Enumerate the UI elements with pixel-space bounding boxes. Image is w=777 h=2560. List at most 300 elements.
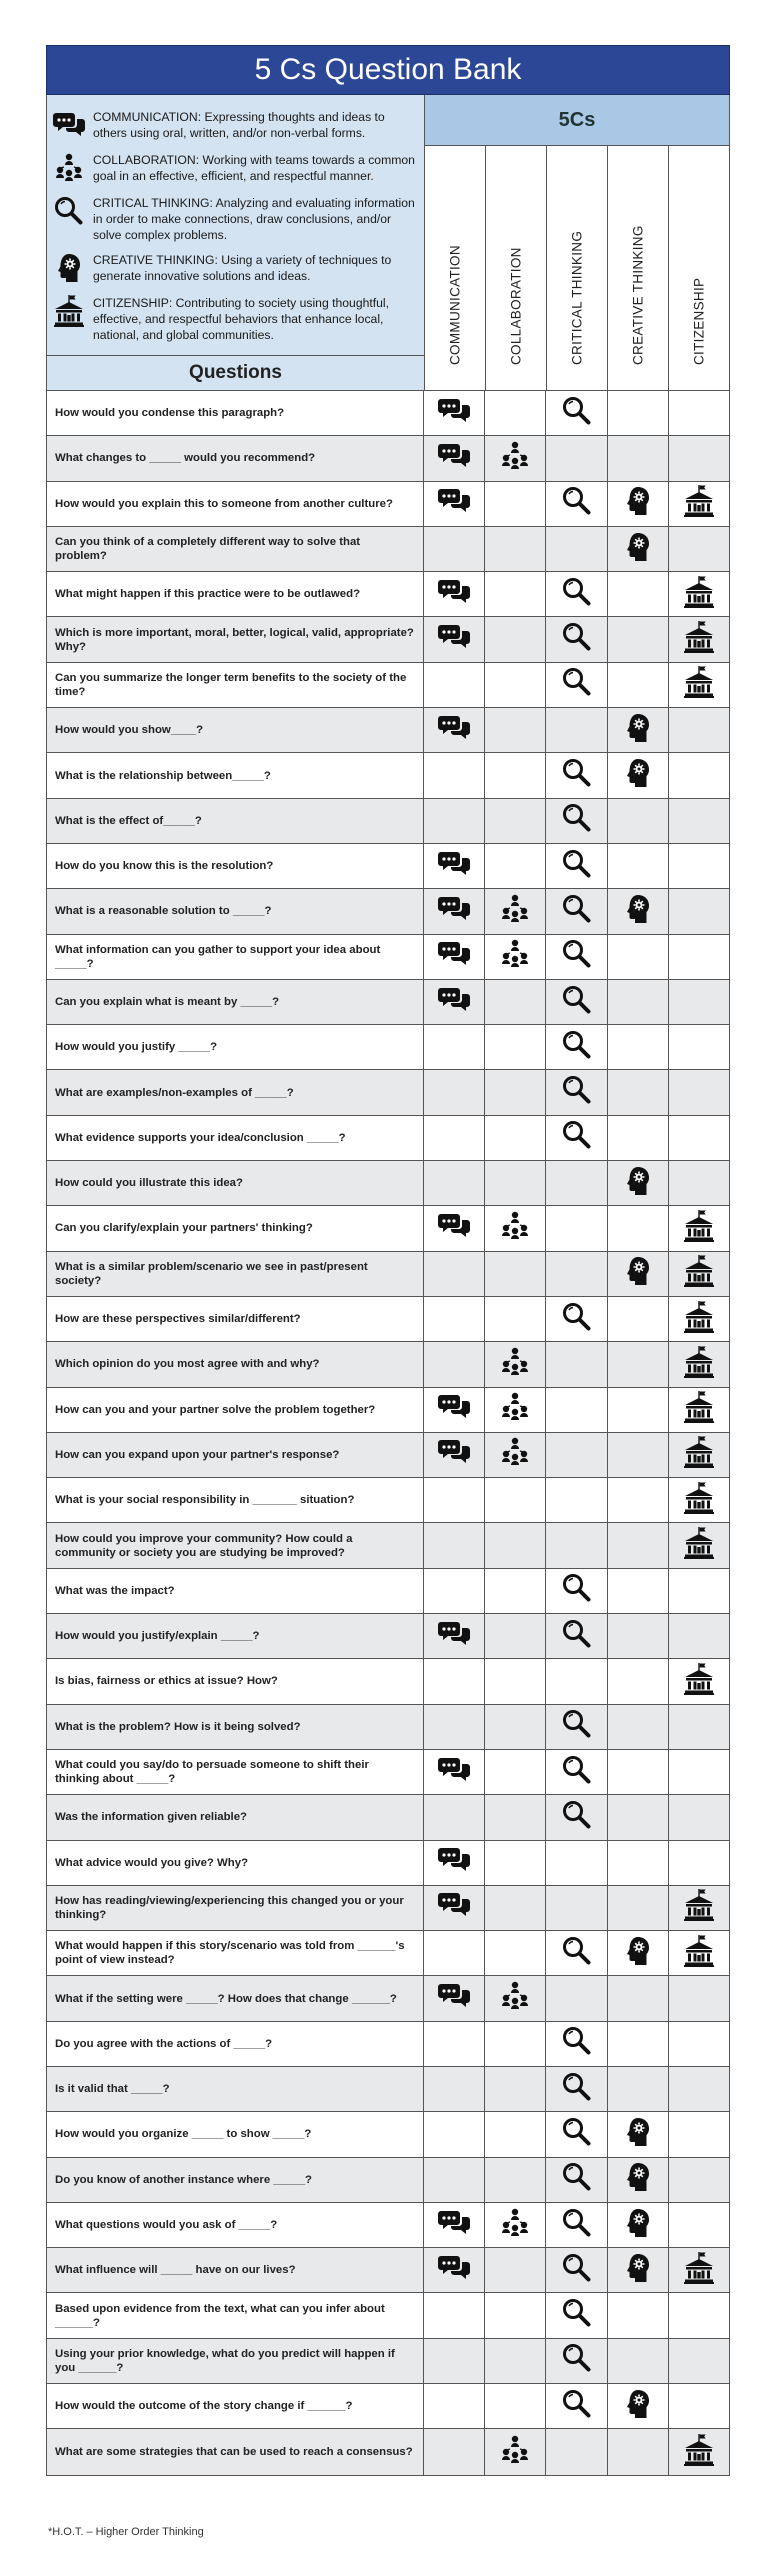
cell-communication — [424, 1025, 485, 1069]
cell-communication — [424, 1523, 485, 1567]
legend-text: COMMUNICATION: Expressing thoughts and ideas to others using oral, written, and/or non-verbal forms. — [93, 110, 385, 140]
cell-communication — [424, 980, 485, 1024]
cell-communication — [424, 482, 485, 526]
speech-bubbles-icon — [438, 576, 470, 613]
question-text: How would you explain this to someone from another culture? — [47, 482, 424, 526]
question-text: How can you and your partner solve the problem together? — [47, 1388, 424, 1432]
cell-citizenship — [669, 1433, 729, 1477]
legend-item — [53, 195, 416, 243]
table-row — [47, 889, 729, 934]
cell-critical-thinking — [546, 2248, 607, 2292]
cell-critical-thinking — [546, 980, 607, 1024]
cell-critical-thinking — [546, 617, 607, 661]
question-text: How could you improve your community? How could a community or society you are studying be improved? — [47, 1523, 424, 1567]
cell-creative-thinking — [608, 1523, 669, 1567]
head-gear-icon — [622, 757, 654, 794]
cell-collaboration — [485, 844, 546, 888]
cell-critical-thinking — [546, 2022, 607, 2066]
cell-creative-thinking — [608, 708, 669, 752]
cell-collaboration — [485, 1750, 546, 1794]
team-icon — [499, 2207, 531, 2244]
cell-collaboration — [485, 617, 546, 661]
cell-communication — [424, 1841, 485, 1885]
cell-communication — [424, 1614, 485, 1658]
cell-critical-thinking — [546, 708, 607, 752]
question-text: What questions would you ask of _____? — [47, 2203, 424, 2247]
table-row — [47, 663, 729, 708]
cell-collaboration — [485, 2339, 546, 2383]
cell-collaboration — [485, 1976, 546, 2020]
cell-critical-thinking — [546, 2112, 607, 2156]
cell-creative-thinking — [608, 889, 669, 933]
cell-collaboration — [485, 753, 546, 797]
cell-citizenship — [669, 1976, 729, 2020]
table-row — [47, 436, 729, 481]
legend-item — [53, 252, 416, 286]
cell-creative-thinking — [608, 1433, 669, 1477]
question-text: What information can you gather to support your idea about _____? — [47, 935, 424, 979]
speech-bubbles-icon — [438, 440, 470, 477]
speech-bubbles-icon — [438, 1889, 470, 1926]
cell-citizenship — [669, 1478, 729, 1522]
magnifier-icon — [561, 757, 593, 794]
table-row — [47, 1206, 729, 1251]
cell-creative-thinking — [608, 2203, 669, 2247]
legend-item — [53, 295, 416, 343]
cell-collaboration — [485, 980, 546, 1024]
cell-creative-thinking — [608, 1206, 669, 1250]
question-text: How are these perspectives similar/different? — [47, 1297, 424, 1341]
building-icon — [683, 1935, 715, 1972]
question-text: Do you agree with the actions of _____? — [47, 2022, 424, 2066]
magnifier-icon — [561, 485, 593, 522]
question-text: What is your social responsibility in _______ situation? — [47, 1478, 424, 1522]
cell-communication — [424, 527, 485, 571]
table-row — [47, 1705, 729, 1750]
team-icon — [499, 1436, 531, 1473]
magnifier-icon — [561, 1708, 593, 1745]
cell-collaboration — [485, 663, 546, 707]
cell-collaboration — [485, 436, 546, 480]
magnifier-icon — [53, 195, 85, 229]
building-icon — [683, 1346, 715, 1383]
cell-communication — [424, 1886, 485, 1930]
table-row — [47, 1297, 729, 1342]
question-text: What if the setting were _____? How does that change ______? — [47, 1976, 424, 2020]
table-row — [47, 1841, 729, 1886]
cell-creative-thinking — [608, 1070, 669, 1114]
cell-critical-thinking — [546, 1659, 607, 1703]
magnifier-icon — [561, 848, 593, 885]
speech-bubbles-icon — [438, 1754, 470, 1791]
cell-critical-thinking — [546, 1161, 607, 1205]
cell-communication — [424, 1070, 485, 1114]
building-icon — [53, 295, 85, 329]
magnifier-icon — [561, 2116, 593, 2153]
table-row — [47, 527, 729, 572]
magnifier-icon — [561, 1572, 593, 1609]
cell-communication — [424, 1931, 485, 1975]
magnifier-icon — [561, 938, 593, 975]
head-gear-icon — [622, 2207, 654, 2244]
cell-critical-thinking — [546, 1388, 607, 1432]
cell-critical-thinking — [546, 1795, 607, 1839]
cell-communication — [424, 1569, 485, 1613]
cell-citizenship — [669, 617, 729, 661]
table-row — [47, 1931, 729, 1976]
table-row — [47, 935, 729, 980]
table-row — [47, 1388, 729, 1433]
table-row — [47, 2293, 729, 2338]
cell-communication — [424, 1342, 485, 1386]
cell-creative-thinking — [608, 799, 669, 843]
cell-communication — [424, 617, 485, 661]
question-text: What might happen if this practice were to be outlawed? — [47, 572, 424, 616]
head-gear-icon — [622, 1255, 654, 1292]
cell-citizenship — [669, 2112, 729, 2156]
question-text: Can you clarify/explain your partners' thinking? — [47, 1206, 424, 1250]
cell-critical-thinking — [546, 753, 607, 797]
cell-citizenship — [669, 1388, 729, 1432]
cell-communication — [424, 1297, 485, 1341]
cell-creative-thinking — [608, 1116, 669, 1160]
speech-bubbles-icon — [438, 621, 470, 658]
cell-communication — [424, 708, 485, 752]
cell-collaboration — [485, 1433, 546, 1477]
cell-creative-thinking — [608, 1931, 669, 1975]
cell-communication — [424, 799, 485, 843]
cell-citizenship — [669, 2067, 729, 2111]
cell-collaboration — [485, 1614, 546, 1658]
question-text: What was the impact? — [47, 1569, 424, 1613]
cell-communication — [424, 844, 485, 888]
cell-creative-thinking — [608, 2248, 669, 2292]
cell-citizenship — [669, 1705, 729, 1749]
legend-column — [47, 95, 425, 390]
cell-collaboration — [485, 1523, 546, 1567]
table-row — [47, 1886, 729, 1931]
head-gear-icon — [622, 1165, 654, 1202]
table-row — [47, 482, 729, 527]
cell-collaboration — [485, 1161, 546, 1205]
speech-bubbles-icon — [438, 1391, 470, 1428]
cell-communication — [424, 572, 485, 616]
building-icon — [683, 1255, 715, 1292]
table-row — [47, 1659, 729, 1704]
cell-communication — [424, 1252, 485, 1296]
head-gear-icon — [622, 712, 654, 749]
cell-collaboration — [485, 1841, 546, 1885]
building-icon — [683, 1301, 715, 1338]
speech-bubbles-icon — [53, 109, 85, 143]
cell-critical-thinking — [546, 844, 607, 888]
magnifier-icon — [561, 1074, 593, 1111]
question-text: How would the outcome of the story change if ______? — [47, 2384, 424, 2428]
building-icon — [683, 2434, 715, 2471]
cs-header: 5Cs — [425, 95, 729, 146]
building-icon — [683, 666, 715, 703]
cell-collaboration — [485, 799, 546, 843]
head-gear-icon — [622, 2116, 654, 2153]
legend-item — [53, 152, 416, 186]
table-row — [47, 1161, 729, 1206]
table-row — [47, 2429, 729, 2474]
cell-collaboration — [485, 1931, 546, 1975]
cell-creative-thinking — [608, 935, 669, 979]
cell-citizenship — [669, 1297, 729, 1341]
cell-communication — [424, 2203, 485, 2247]
cell-citizenship — [669, 1025, 729, 1069]
table-row — [47, 1025, 729, 1070]
magnifier-icon — [561, 621, 593, 658]
legend-text: CITIZENSHIP: Contributing to society using thoughtful, effective, and respectful behaviors that enhance local, national, and global communities. — [93, 296, 390, 342]
magnifier-icon — [561, 1618, 593, 1655]
cell-creative-thinking — [608, 2158, 669, 2202]
legend-item — [53, 109, 416, 143]
table-row — [47, 753, 729, 798]
cell-creative-thinking — [608, 2384, 669, 2428]
cell-communication — [424, 2112, 485, 2156]
cell-critical-thinking — [546, 1569, 607, 1613]
cell-collaboration — [485, 889, 546, 933]
cell-creative-thinking — [608, 1976, 669, 2020]
head-gear-icon — [622, 2252, 654, 2289]
cell-citizenship — [669, 1569, 729, 1613]
legend-text: CREATIVE THINKING: Using a variety of techniques to generate innovative solutions and ideas. — [93, 253, 392, 283]
cell-communication — [424, 2384, 485, 2428]
cell-citizenship — [669, 436, 729, 480]
cell-critical-thinking — [546, 436, 607, 480]
table-row — [47, 2339, 729, 2384]
cell-creative-thinking — [608, 617, 669, 661]
cell-collaboration — [485, 391, 546, 435]
column-headers — [425, 146, 729, 390]
cell-communication — [424, 2067, 485, 2111]
cell-citizenship — [669, 799, 729, 843]
cell-creative-thinking — [608, 572, 669, 616]
cell-critical-thinking — [546, 1614, 607, 1658]
cell-collaboration — [485, 1569, 546, 1613]
building-icon — [683, 1482, 715, 1519]
question-text: What advice would you give? Why? — [47, 1841, 424, 1885]
table-row — [47, 2067, 729, 2112]
cell-collaboration — [485, 2067, 546, 2111]
cell-creative-thinking — [608, 1659, 669, 1703]
cell-creative-thinking — [608, 1161, 669, 1205]
cell-creative-thinking — [608, 980, 669, 1024]
cell-creative-thinking — [608, 2067, 669, 2111]
question-text: Can you explain what is meant by _____? — [47, 980, 424, 1024]
cell-citizenship — [669, 889, 729, 933]
cell-collaboration — [485, 1886, 546, 1930]
speech-bubbles-icon — [438, 1618, 470, 1655]
speech-bubbles-icon — [438, 2207, 470, 2244]
cell-collaboration — [485, 482, 546, 526]
magnifier-icon — [561, 2161, 593, 2198]
magnifier-icon — [561, 2388, 593, 2425]
team-icon — [499, 2434, 531, 2471]
team-icon — [499, 1210, 531, 1247]
cell-communication — [424, 663, 485, 707]
cell-critical-thinking — [546, 1478, 607, 1522]
table-row — [47, 1614, 729, 1659]
cell-collaboration — [485, 1478, 546, 1522]
cell-communication — [424, 1795, 485, 1839]
legend-text: COLLABORATION: Working with teams towards a common goal in an effective, efficient, and respectful manner. — [93, 153, 415, 183]
question-table — [46, 390, 730, 2476]
cell-citizenship — [669, 2022, 729, 2066]
table-row — [47, 391, 729, 436]
question-text: What is the effect of_____? — [47, 799, 424, 843]
cell-collaboration — [485, 527, 546, 571]
table-row — [47, 2384, 729, 2429]
cell-citizenship — [669, 1252, 729, 1296]
column-header-label: COMMUNICATION — [447, 245, 463, 365]
building-icon — [683, 1210, 715, 1247]
cell-critical-thinking — [546, 527, 607, 571]
building-icon — [683, 485, 715, 522]
cell-communication — [424, 1976, 485, 2020]
magnifier-icon — [561, 2252, 593, 2289]
cell-citizenship — [669, 935, 729, 979]
team-icon — [499, 440, 531, 477]
cell-collaboration — [485, 1659, 546, 1703]
cell-communication — [424, 391, 485, 435]
cell-collaboration — [485, 2429, 546, 2474]
cell-citizenship — [669, 1659, 729, 1703]
team-icon — [499, 893, 531, 930]
table-row — [47, 2112, 729, 2157]
cell-critical-thinking — [546, 1705, 607, 1749]
table-row — [47, 1750, 729, 1795]
cell-critical-thinking — [546, 935, 607, 979]
cell-citizenship — [669, 1750, 729, 1794]
head-gear-icon — [622, 2161, 654, 2198]
table-row — [47, 1116, 729, 1161]
cell-collaboration — [485, 935, 546, 979]
cell-communication — [424, 1478, 485, 1522]
footnote: *H.O.T. – Higher Order Thinking — [48, 2526, 204, 2538]
cell-critical-thinking — [546, 1886, 607, 1930]
table-row — [47, 799, 729, 844]
question-text: How do you know this is the resolution? — [47, 844, 424, 888]
magnifier-icon — [561, 576, 593, 613]
cell-citizenship — [669, 663, 729, 707]
building-icon — [683, 621, 715, 658]
table-row — [47, 1342, 729, 1387]
cell-communication — [424, 1206, 485, 1250]
cell-creative-thinking — [608, 1478, 669, 1522]
magnifier-icon — [561, 893, 593, 930]
cell-creative-thinking — [608, 482, 669, 526]
cell-citizenship — [669, 1841, 729, 1885]
column-header-critical-thinking — [547, 146, 608, 390]
question-text: Which opinion do you most agree with and why? — [47, 1342, 424, 1386]
magnifier-icon — [561, 1799, 593, 1836]
table-row — [47, 572, 729, 617]
magnifier-icon — [561, 802, 593, 839]
cell-citizenship — [669, 2429, 729, 2474]
question-bank-sheet — [46, 45, 730, 2476]
cell-critical-thinking — [546, 572, 607, 616]
column-header-citizenship — [669, 146, 729, 390]
cell-creative-thinking — [608, 1705, 669, 1749]
cell-creative-thinking — [608, 1750, 669, 1794]
cell-critical-thinking — [546, 799, 607, 843]
column-header-label: CRITICAL THINKING — [569, 230, 585, 365]
team-icon — [53, 152, 85, 186]
cell-communication — [424, 889, 485, 933]
magnifier-icon — [561, 1119, 593, 1156]
table-row — [47, 1569, 729, 1614]
question-text: What are some strategies that can be used to reach a consensus? — [47, 2429, 424, 2474]
cell-communication — [424, 1116, 485, 1160]
question-text: What is the relationship between_____? — [47, 753, 424, 797]
question-text: Which is more important, moral, better, logical, valid, appropriate? Why? — [47, 617, 424, 661]
cell-communication — [424, 2022, 485, 2066]
magnifier-icon — [561, 984, 593, 1021]
column-header-label: COLLABORATION — [508, 247, 524, 365]
question-text: How can you expand upon your partner's response? — [47, 1433, 424, 1477]
cell-collaboration — [485, 1342, 546, 1386]
cell-critical-thinking — [546, 1252, 607, 1296]
cell-citizenship — [669, 1342, 729, 1386]
head-gear-icon — [53, 252, 85, 286]
question-text: What are examples/non-examples of _____? — [47, 1070, 424, 1114]
cell-creative-thinking — [608, 1388, 669, 1432]
cell-collaboration — [485, 1206, 546, 1250]
cell-communication — [424, 1161, 485, 1205]
cell-citizenship — [669, 2248, 729, 2292]
cell-creative-thinking — [608, 1795, 669, 1839]
cell-citizenship — [669, 708, 729, 752]
cell-critical-thinking — [546, 889, 607, 933]
speech-bubbles-icon — [438, 485, 470, 522]
cell-critical-thinking — [546, 2158, 607, 2202]
building-icon — [683, 1391, 715, 1428]
cell-collaboration — [485, 2158, 546, 2202]
question-text: Based upon evidence from the text, what can you infer about ______? — [47, 2293, 424, 2337]
cell-citizenship — [669, 1886, 729, 1930]
column-header-creative-thinking — [608, 146, 669, 390]
cell-citizenship — [669, 2158, 729, 2202]
legend — [47, 95, 424, 355]
cell-creative-thinking — [608, 1342, 669, 1386]
cell-creative-thinking — [608, 1614, 669, 1658]
head-gear-icon — [622, 893, 654, 930]
head-gear-icon — [622, 485, 654, 522]
table-row — [47, 1433, 729, 1478]
question-text: What influence will _____ have on our lives? — [47, 2248, 424, 2292]
cell-creative-thinking — [608, 2022, 669, 2066]
question-text: What is a reasonable solution to _____? — [47, 889, 424, 933]
cell-citizenship — [669, 1795, 729, 1839]
cell-collaboration — [485, 1252, 546, 1296]
column-header-collaboration — [486, 146, 547, 390]
cell-creative-thinking — [608, 527, 669, 571]
question-text: Using your prior knowledge, what do you predict will happen if you ______? — [47, 2339, 424, 2383]
speech-bubbles-icon — [438, 2252, 470, 2289]
question-text: Was the information given reliable? — [47, 1795, 424, 1839]
team-icon — [499, 1346, 531, 1383]
cell-critical-thinking — [546, 1206, 607, 1250]
cell-creative-thinking — [608, 1886, 669, 1930]
magnifier-icon — [561, 1029, 593, 1066]
questions-header: Questions — [47, 355, 424, 390]
cell-creative-thinking — [608, 436, 669, 480]
speech-bubbles-icon — [438, 893, 470, 930]
question-text: How would you organize _____ to show _____? — [47, 2112, 424, 2156]
